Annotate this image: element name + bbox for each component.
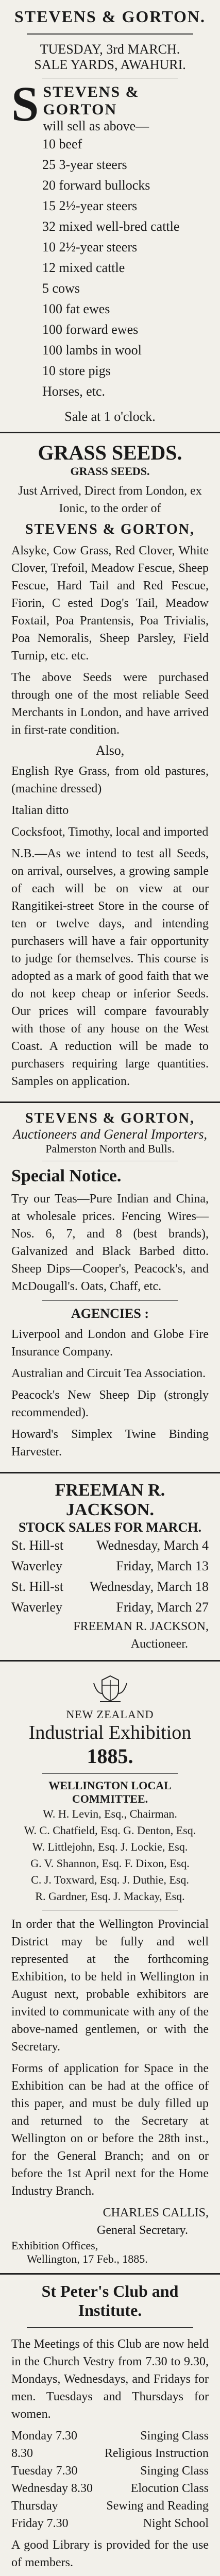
schedule-row (11, 2497, 209, 2515)
sale-time: Sale at 1 o'clock. (64, 409, 156, 424)
intro-text: will sell as above— (43, 118, 149, 133)
application-text: Forms of application for Space in the Exhibition can be had at the office of this paper, and must be duly filled up and returned to the Secretary at Wellington on or before the 28th inst., for the General Branch; and on or before the 1st April next for the Home Industry Branch. (11, 2062, 209, 2198)
dropcap-letter: S (11, 83, 39, 131)
schedule-activity: Sewing and Reading (106, 2499, 209, 2513)
divider (27, 2327, 193, 2328)
office-label: Exhibition Offices, (11, 2239, 98, 2252)
sale-place: St. Hill-st (11, 1579, 64, 1594)
signature-role: Auctioneer. (130, 1637, 188, 1651)
stevens-agents-advert (0, 1103, 220, 1473)
sale-row (11, 1556, 209, 1577)
list-item: 10 store pigs (42, 363, 111, 378)
schedule-day: Monday 7.30 (11, 2429, 77, 2443)
sale-row (11, 1577, 209, 1597)
firm-place: Palmerston North and Bulls. (45, 1142, 175, 1155)
st-peters-advert (0, 2275, 220, 2576)
list-item: 100 forward ewes (42, 322, 139, 337)
list-item: 12 mixed cattle (42, 260, 125, 275)
advert-header: STEVENS & GORTON. (14, 7, 206, 26)
sale-row (11, 1535, 209, 1556)
invitation-text: In order that the Wellington Provincial District may be fully and well represented at the forthcoming Exhibition, to be held in Wellington in August next, probable exhibitors are invited to communicate with any of the above-named gentlemen, or with the Secretary. (11, 1918, 209, 2054)
schedule-day: Tuesday 7.30 (11, 2464, 78, 2478)
stock-list (11, 134, 209, 402)
agency-item: Howard's Simplex Twine Binding Harvester. (11, 1428, 209, 1459)
schedule-day: 8.30 (11, 2447, 33, 2460)
sale-location: SALE YARDS, AWAHURI. (34, 57, 186, 72)
divider (42, 1300, 178, 1301)
library-text: A good Library is provided for the use of members. (11, 2538, 209, 2569)
sale-date: TUESDAY, 3rd MARCH. (40, 42, 180, 57)
committee-member: R. Gardner, Esq. J. Mackay, Esq. (35, 1890, 185, 1903)
exhibition-year: 1885. (87, 1744, 133, 1768)
schedule-row (11, 2445, 209, 2462)
list-item: 10 2½-year steers (42, 240, 138, 255)
divider (27, 33, 193, 35)
sale-day: Friday, March 13 (116, 1558, 209, 1573)
agency-item: Liverpool and London and Globe Fire Insurance Company. (11, 1328, 209, 1359)
sale-place: St. Hill-st (11, 1538, 64, 1553)
seed-varieties: Alsyke, Cow Grass, Red Clover, White Clover, Trefoil, Meadow Fescue, Sheep Fescue, Hard Tail and Red Fescue, Fiorin, C ested Dog's Tail, Meadow Foxtail, Poa Prantensis, Poa Trivialis, Poa Nemoralis, Sheep Parsley, Field Turnip, etc. etc. (11, 544, 209, 663)
italian-text: Italian ditto (11, 804, 69, 817)
advert-title: GRASS SEEDS. (38, 441, 182, 464)
sale-day: Wednesday, March 4 (96, 1538, 209, 1553)
schedule-row (11, 2427, 209, 2445)
agency-item: Peacock's New Sheep Dip (strongly recommended). (11, 1388, 209, 1419)
list-item: Horses, etc. (42, 384, 106, 399)
meetings-text: The Meetings of this Club are now held in the Church Vestry from 7.30 to 9.30, Mondays, Wednesdays, and Fridays for men. Tuesdays and Thursdays for women. (11, 2337, 209, 2421)
rye-grass-text: English Rye Grass, from old pastures, (machine dressed) (11, 765, 209, 795)
schedule-row (11, 2480, 209, 2497)
agency-item: Australian and Circuit Tea Association. (11, 1367, 206, 1380)
firm-name: STEVENS & GORTON, (25, 1110, 195, 1126)
exhibition-title: Industrial Exhibition (28, 1722, 192, 1743)
list-item: 100 fat ewes (42, 301, 110, 316)
freeman-advert (0, 1473, 220, 1662)
list-item: 100 lambs in wool (42, 343, 142, 358)
coat-of-arms-icon (90, 1673, 131, 1704)
committee-member: W. C. Chatfield, Esq. G. Denton, Esq. (24, 1824, 196, 1837)
firm-name: STEVENS & GORTON, (25, 521, 195, 537)
special-notice-title: Special Notice. (11, 1166, 122, 1185)
country-label: NEW ZEALAND (66, 1708, 154, 1721)
signature-role: General Secretary. (97, 2224, 188, 2237)
schedule-activity: Singing Class (140, 2464, 209, 2478)
committee-chair: W. H. Levin, Esq., Chairman. (43, 1807, 177, 1820)
also-label: Also, (95, 743, 125, 758)
list-item: 32 mixed well-bred cattle (42, 219, 180, 234)
exhibition-advert (0, 1662, 220, 2275)
special-notice-text: Try our Teas—Pure Indian and China, at wholesale prices. Fencing Wires—Nos. 6, 7, and 8 (best brands), Galvanized and Black Barbed ditto. Sheep Dips—Cooper's, Peacock's, and McDougall's. Oats, Chaff, etc. (11, 1192, 209, 1293)
advert-title: St Peter's Club and Institute. (41, 2282, 179, 2319)
advert-title: FREEMAN R. JACKSON. (55, 1481, 165, 1519)
list-item: 5 cows (42, 281, 80, 296)
subscription-text (11, 2575, 209, 2576)
sale-place: Waverley (11, 1600, 62, 1615)
schedule-activity: Singing Class (140, 2429, 209, 2443)
list-item: 25 3-year steers (42, 157, 127, 172)
stevens-auction-advert (0, 0, 220, 433)
firm-line (11, 83, 209, 134)
sale-day: Wednesday, March 18 (90, 1579, 209, 1594)
office-date: Wellington, 17 Feb., 1885. (27, 2252, 148, 2265)
committee-member: G. V. Shannon, Esq. F. Dixon, Esq. (30, 1857, 190, 1870)
nota-bene-text: N.B.—As we intend to test all Seeds, on arrival, ourselves, a growing sample of each will be on view at our Rangitikei-street Store in the course of ten or twelve days, and intending purchasers will have a fair opportunity to judge for themselves. This course is adopted as a mark of good faith that we do not keep cheap or inferior Seeds. Our prices will compare favourably with those of any house on the West Coast. A reduction will be made to purchasers requiring large quantities. Samples on application. (11, 847, 209, 1088)
arrival-text: Just Arrived, Direct from London, ex Ionic, to the order of (18, 484, 202, 515)
list-item: 15 2½-year steers (42, 198, 138, 213)
grass-seeds-advert (0, 433, 220, 1103)
schedule-activity: Night School (143, 2517, 209, 2530)
schedule-day: Thursday (11, 2499, 58, 2513)
schedule-day: Friday 7.30 (11, 2517, 69, 2530)
list-item: 10 beef (42, 137, 82, 151)
committee-member: W. Littlejohn, Esq. J. Lockie, Esq. (32, 1840, 188, 1853)
sale-day: Friday, March 27 (116, 1600, 209, 1615)
sale-place: Waverley (11, 1558, 62, 1573)
list-item: 20 forward bullocks (42, 178, 150, 193)
schedule-row (11, 2515, 209, 2532)
schedule-activity: Religious Instruction (105, 2447, 209, 2460)
divider (42, 1773, 178, 1774)
advert-subtitle: GRASS SEEDS. (70, 465, 150, 478)
schedule-activity: Elocution Class (130, 2482, 209, 2495)
firm-name: STEVENS & GORTON (43, 83, 140, 118)
seed-quality-text: The above Seeds were purchased through one of the most reliable Seed Merchants in London, and have arrived in first-rate condition. (11, 671, 209, 737)
schedule-day: Wednesday 8.30 (11, 2482, 93, 2495)
committee-title: WELLINGTON LOCAL COMMITTEE. (48, 1779, 172, 1805)
committee-member: C. J. Toxward, Esq. J. Duthie, Esq. (31, 1873, 189, 1886)
signature-name: FREEMAN R. JACKSON, (73, 1620, 209, 1633)
cocksfoot-text: Cocksfoot, Timothy, local and imported (11, 825, 209, 839)
advert-subtitle: STOCK SALES FOR MARCH. (19, 1520, 201, 1535)
sale-row (11, 1597, 209, 1618)
schedule-row (11, 2462, 209, 2480)
agencies-title: AGENCIES : (71, 1306, 149, 1321)
firm-role: Auctioneers and General Importers, (13, 1127, 207, 1142)
signature-name: CHARLES CALLIS, (103, 2206, 209, 2219)
